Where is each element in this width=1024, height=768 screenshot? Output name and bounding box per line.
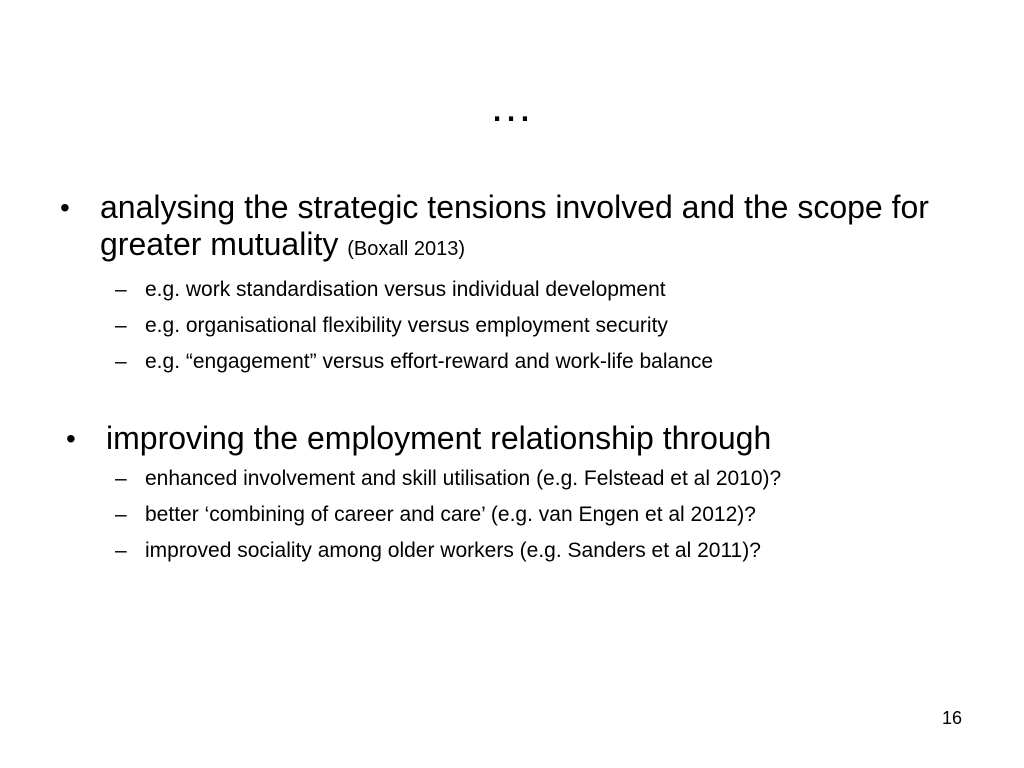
sub-marker: – [115,467,127,490]
sub-list [60,461,966,569]
bullet-line [66,420,966,457]
bullet-item [60,189,960,380]
slide-title: … [489,82,535,131]
sub-item-text: enhanced involvement and skill utilisation (e.g. Felstead et al 2010)? [145,467,782,490]
bullet-citation: (Boxall 2013) [347,238,466,260]
bullet-marker: • [66,423,76,454]
bullet-main-text: improving the employment relationship through [106,420,772,456]
bullet-item [66,420,966,569]
bullet-marker: • [60,192,70,223]
sub-item-text: e.g. “engagement” versus effort-reward and work-life balance [145,350,714,373]
sub-list-item [60,344,960,380]
sub-marker: – [115,278,127,301]
page-number: 16 [941,708,962,728]
sub-item-text: e.g. organisational flexibility versus employment security [145,314,668,337]
sub-item-text: better ‘combining of career and care’ (e.g. van Engen et al 2012)? [145,503,756,526]
bullet-main-text: analysing the strategic tensions involved and the scope for greater mutuality [100,189,929,262]
bullet-text [60,189,960,268]
sub-list-item [60,461,966,497]
sub-marker: – [115,503,127,526]
sub-item-text: improved sociality among older workers (e.g. Sanders et al 2011)? [145,539,761,562]
sub-marker: – [115,539,127,562]
bullet-line [60,189,960,268]
sub-list [60,272,960,380]
sub-list-item [60,533,966,569]
sub-list-item [60,272,960,308]
sub-item-text: e.g. work standardisation versus individual development [145,278,666,301]
sub-list-item [60,497,966,533]
sub-marker: – [115,350,127,373]
sub-marker: – [115,314,127,337]
sub-list-item [60,308,960,344]
